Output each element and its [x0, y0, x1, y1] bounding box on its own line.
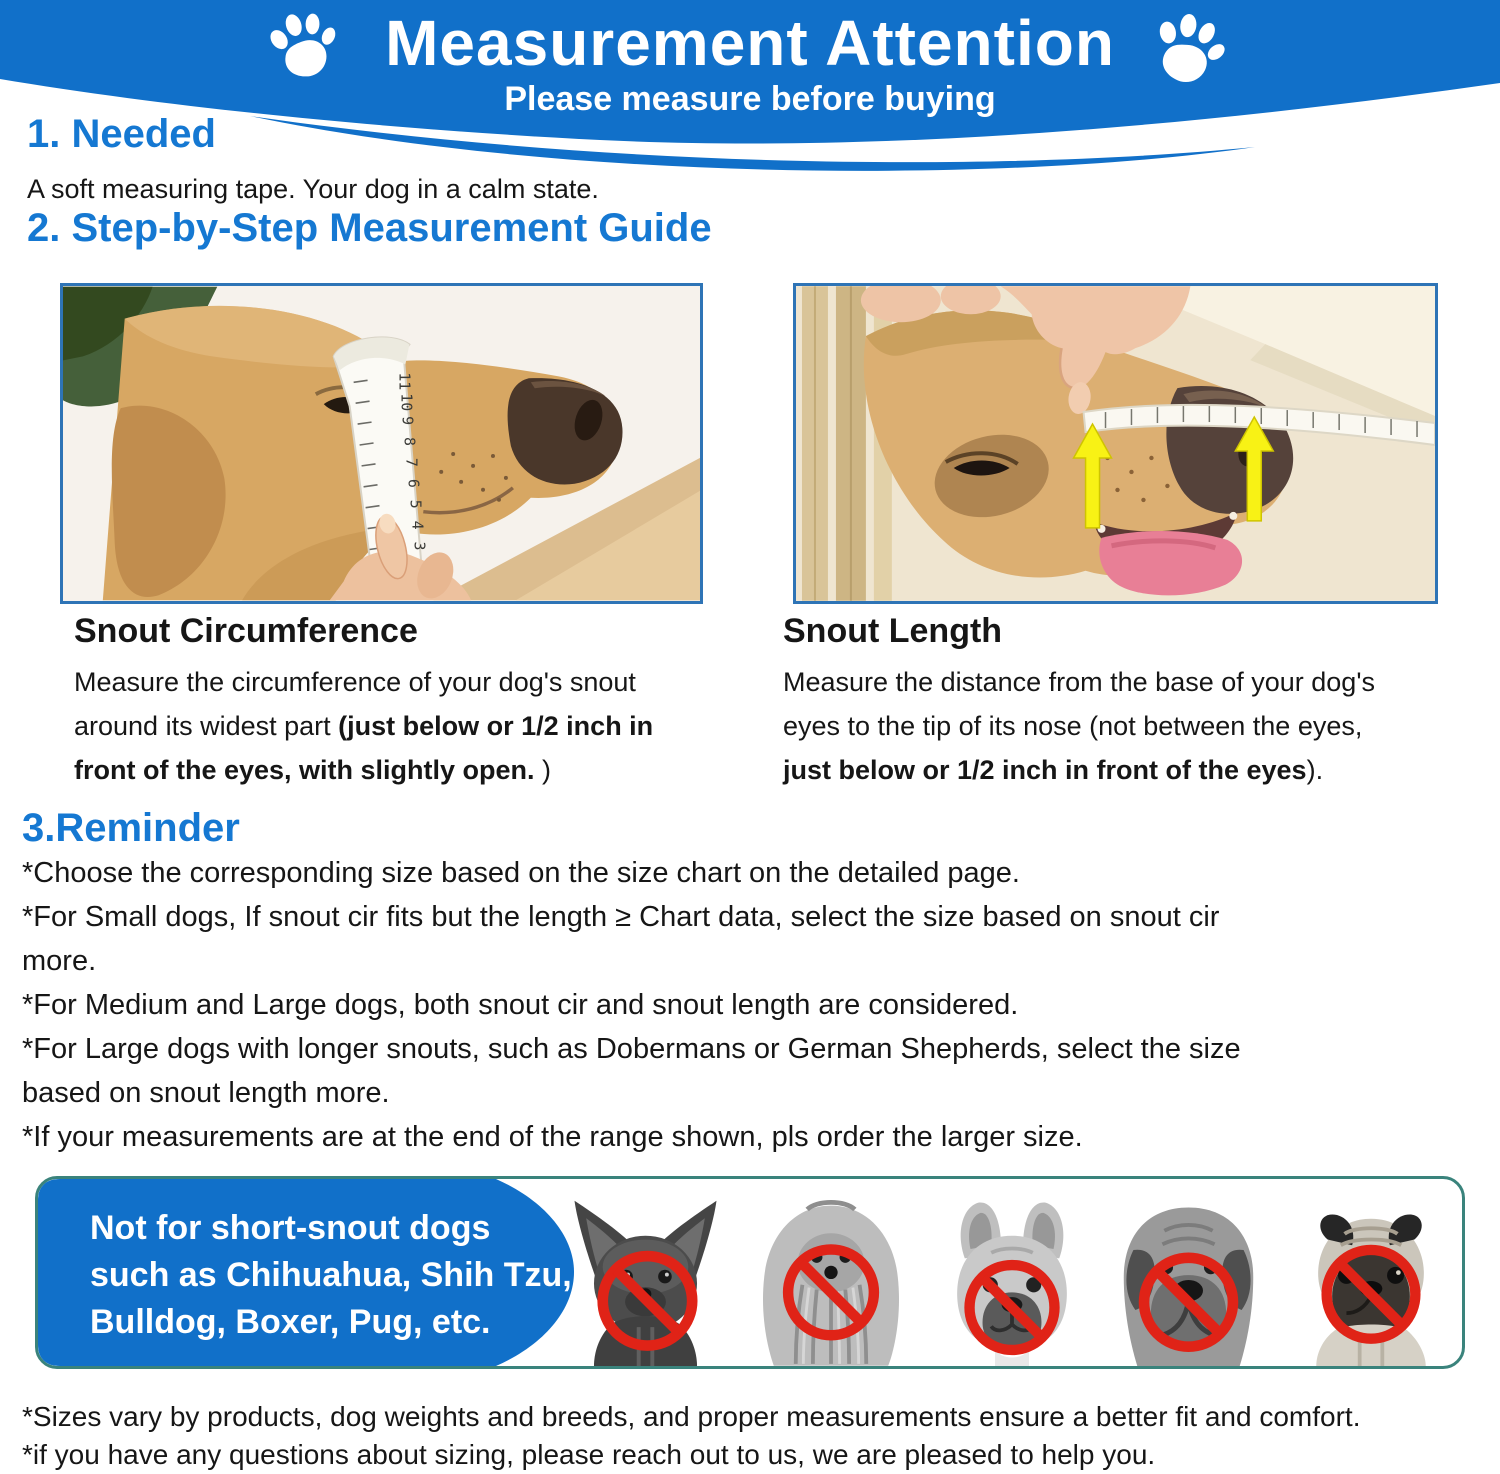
reminder-list	[22, 851, 1241, 1159]
svg-text:7: 7	[402, 457, 421, 467]
dog-shih-tzu	[750, 1194, 912, 1366]
dog-tape-length-illustration	[796, 286, 1435, 601]
reminder-line: based on snout length more.	[22, 1077, 390, 1109]
dog-pug	[1286, 1198, 1456, 1366]
dog-tongue	[1099, 531, 1242, 595]
svg-text:8: 8	[400, 437, 419, 447]
snout-circumference-photo	[60, 283, 703, 604]
svg-text:11: 11	[395, 372, 414, 391]
snout-length-caption	[783, 614, 1375, 792]
page-subtitle: Please measure before buying	[504, 80, 996, 118]
dog-french-bulldog	[936, 1198, 1088, 1366]
caption-description: Measure the circumference of your dog's snout around its widest part (just below or 1/2 inch in front of the eyes, with slightly open. )	[74, 667, 654, 785]
caption-title: Snout Length	[783, 612, 1003, 650]
reminder-line: more.	[22, 945, 97, 977]
footer-note: *if you have any questions about sizing, please reach out to us, we are pleased to help you.	[22, 1439, 1156, 1470]
caption-title: Snout Circumference	[74, 612, 418, 650]
svg-text:9: 9	[398, 416, 417, 426]
needed-heading: 1. Needed	[27, 112, 216, 156]
dog-tape-circumference-illustration	[63, 286, 700, 601]
reminder-line: *Choose the corresponding size based on the size chart on the detailed page.	[22, 857, 1020, 889]
reminder-line: *If your measurements are at the end of the range shown, pls order the larger size.	[22, 1121, 1083, 1153]
svg-text:4: 4	[408, 520, 427, 530]
svg-text:6: 6	[404, 478, 423, 488]
snout-length-photo	[793, 283, 1438, 604]
guide-heading: 2. Step-by-Step Measurement Guide	[27, 206, 712, 250]
svg-text:5: 5	[406, 499, 425, 509]
footer-note: *Sizes vary by products, dog weights and breeds, and proper measurements ensure a better fit and comfort.	[22, 1401, 1361, 1432]
svg-text:3: 3	[410, 541, 429, 551]
reminder-line: *For Medium and Large dogs, both snout cir and snout length are considered.	[22, 989, 1019, 1021]
svg-text:10: 10	[397, 393, 416, 412]
caption-description: Measure the distance from the base of your dog's eyes to the tip of its nose (not between the eyes, just below or 1/2 inch in front of the eyes).	[783, 667, 1375, 785]
page-title: Measurement Attention	[385, 7, 1115, 79]
dog-chihuahua	[553, 1191, 738, 1366]
not-for-short-snout-box	[35, 1176, 1465, 1369]
reminder-heading: 3.Reminder	[22, 806, 240, 850]
not-for-text: Not for short-snout dogs such as Chihuahua, Shih Tzu, Bulldog, Boxer, Pug, etc.	[90, 1209, 572, 1341]
dog-mastiff	[1106, 1194, 1271, 1366]
banner	[0, 0, 1500, 190]
reminder-line: *For Large dogs with longer snouts, such as Dobermans or German Shepherds, select the size	[22, 1033, 1241, 1065]
needed-body: A soft measuring tape. Your dog in a calm state.	[27, 174, 599, 204]
snout-circumference-caption	[74, 614, 653, 792]
reminder-line: *For Small dogs, If snout cir fits but the length ≥ Chart data, select the size based on snout cir	[22, 901, 1220, 933]
